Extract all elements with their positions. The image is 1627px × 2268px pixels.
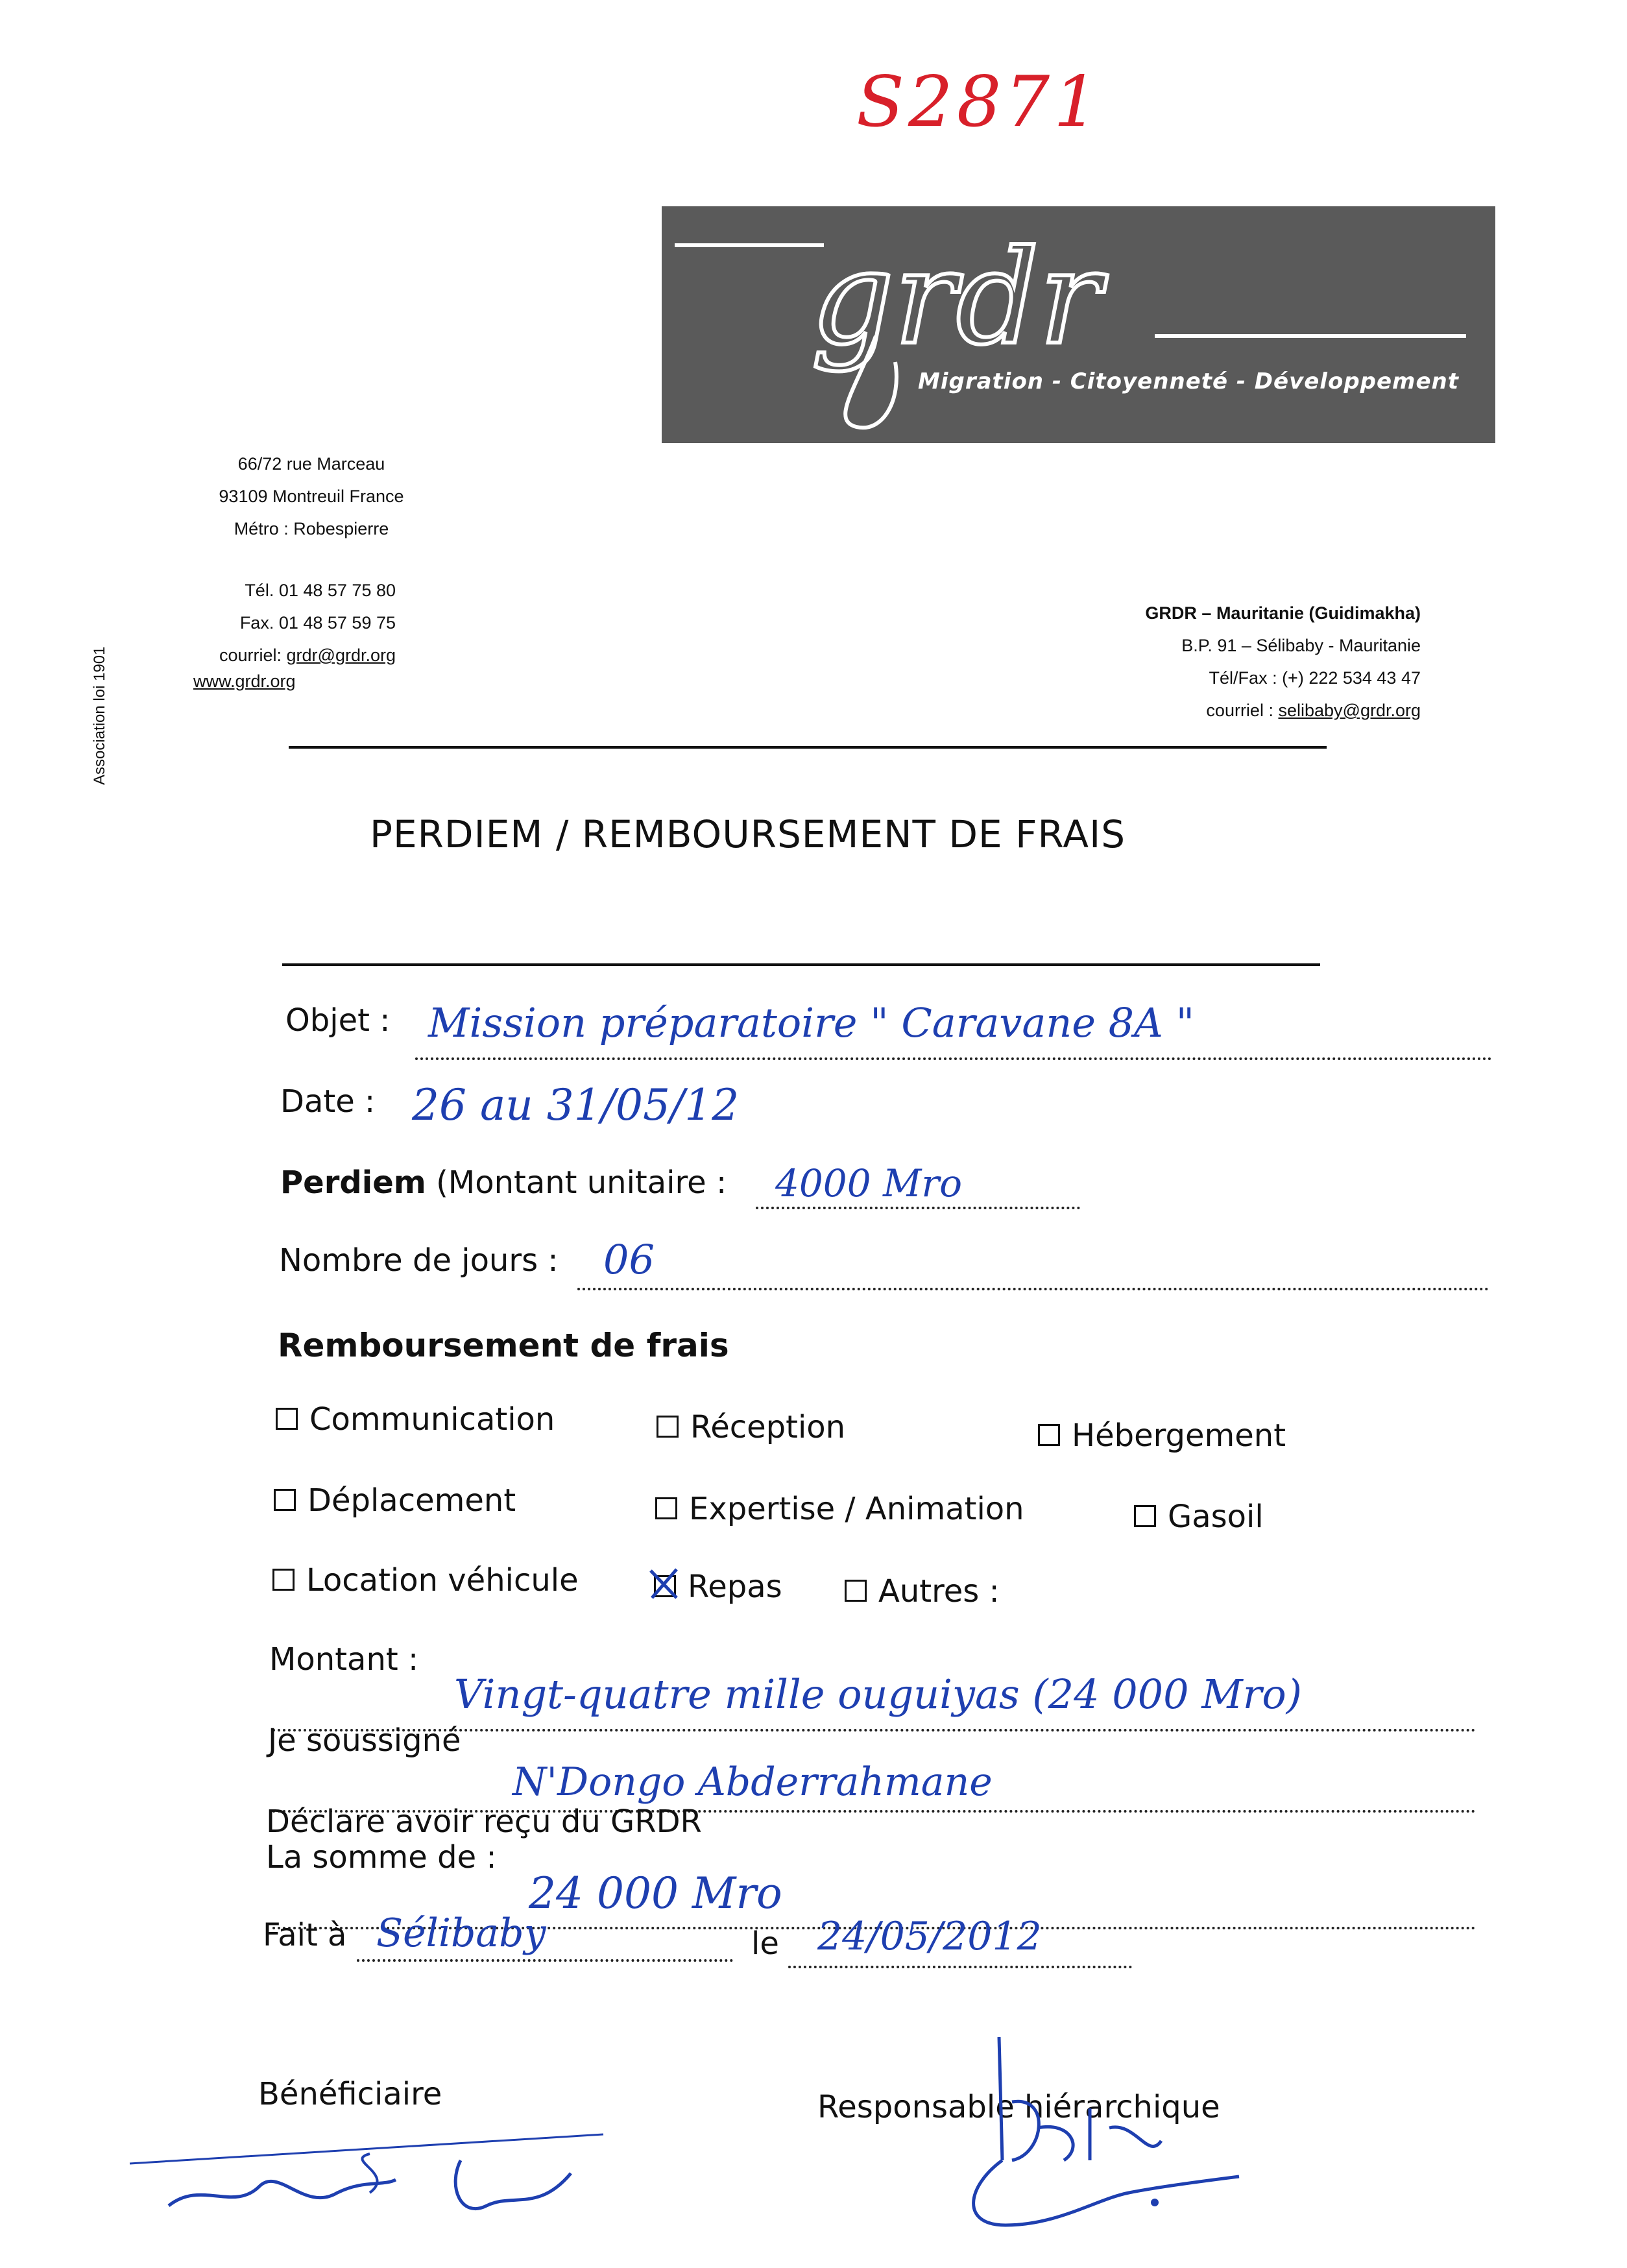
logo-tagline: Migration - Citoyenneté - Développement [918,368,1459,394]
document-reference-number: S2871 [856,62,1102,143]
checkbox-square[interactable] [276,1408,298,1430]
place-label: Fait à [263,1917,347,1953]
checkbox-square[interactable] [845,1580,867,1602]
checkbox-square-checked[interactable] [654,1575,676,1597]
office-email-line [1044,694,1421,727]
grdr-wordmark-graphic [662,206,1495,443]
checkbox-label: Gasoil [1168,1499,1264,1535]
checkbox-deplacement[interactable] [274,1482,516,1519]
website-link[interactable]: www.grdr.org [193,671,296,691]
checkbox-label: Repas [688,1569,782,1605]
checkbox-square[interactable] [274,1489,296,1511]
checkbox-square[interactable] [1134,1505,1156,1527]
checkbox-reception[interactable] [657,1409,845,1445]
checkbox-location-vehicule[interactable] [272,1562,579,1598]
place-value[interactable]: Sélibaby [376,1911,546,1956]
office-name: GRDR – Mauritanie (Guidimakha) [1145,603,1421,623]
beneficiary-label: Bénéficiaire [258,2076,442,2112]
checkbox-gasoil[interactable] [1134,1499,1264,1535]
svg-text:grdr: grdr [811,223,1102,374]
reimbursement-heading: Remboursement de frais [278,1327,729,1364]
perdiem-label [280,1164,727,1201]
objet-line [415,1057,1492,1060]
address-city: 93109 Montreuil France [219,487,404,506]
contact-email-label: courriel: [219,645,282,665]
amount-label: Montant : [269,1641,419,1678]
sender-contact [182,574,396,671]
perdiem-line [756,1207,1080,1209]
amount-value[interactable]: Vingt-quatre mille ouguiyas (24 000 Mro) [454,1671,1302,1718]
association-note: Association loi 1901 [91,646,108,785]
address-metro: Métro : Robespierre [234,519,389,538]
place-line [357,1959,733,1962]
days-label: Nombre de jours : [279,1242,559,1279]
date-value[interactable]: 26 au 31/05/12 [412,1080,740,1130]
days-line [577,1288,1489,1290]
title-bottom-rule [282,963,1320,966]
checkbox-label: Communication [309,1401,555,1438]
supervisor-signature [941,2031,1252,2245]
undersigned-value[interactable]: N'Dongo Abderrahmane [512,1759,993,1805]
check-mark-icon [648,1568,681,1600]
checkbox-label: Expertise / Animation [689,1491,1024,1527]
undersigned-label: Je soussigné [268,1722,461,1759]
checkbox-label: Autres : [878,1573,1000,1610]
sum-value[interactable]: 24 000 Mro [529,1868,782,1918]
days-value[interactable]: 06 [603,1236,655,1283]
beneficiary-signature [123,2115,616,2232]
checkbox-label: Location véhicule [306,1562,579,1598]
local-office-address [1044,597,1421,727]
checkbox-hebergement[interactable] [1038,1418,1286,1454]
date-label: Date : [280,1083,376,1120]
checkbox-square[interactable] [655,1497,677,1519]
form-title: PERDIEM / REMBOURSEMENT DE FRAIS [370,812,1126,856]
checkbox-label: Réception [690,1409,846,1445]
checkbox-repas[interactable] [654,1569,782,1605]
contact-tel: Tél. 01 48 57 75 80 [245,581,396,600]
date-signed-value[interactable]: 24/05/2012 [817,1914,1042,1959]
perdiem-value[interactable]: 4000 Mro [775,1161,963,1205]
date-signed-label: le [751,1925,779,1962]
perdiem-label-rest: (Montant unitaire : [436,1164,727,1201]
checkbox-label: Déplacement [307,1482,516,1519]
office-email-link[interactable]: selibaby@grdr.org [1278,701,1421,720]
checkbox-square[interactable] [1038,1424,1060,1446]
perdiem-label-bold: Perdiem [280,1164,426,1201]
office-telfax: Tél/Fax : (+) 222 534 43 47 [1209,668,1421,688]
checkbox-square[interactable] [272,1569,295,1591]
sender-address [175,448,448,545]
objet-value[interactable]: Mission préparatoire " Caravane 8A " [428,999,1195,1046]
address-street: 66/72 rue Marceau [237,454,385,474]
date-signed-line [788,1966,1132,1968]
objet-label: Objet : [285,1002,391,1039]
declaration-label: Déclare avoir reçu du GRDR [266,1804,702,1840]
checkbox-square[interactable] [657,1416,679,1438]
office-email-label: courriel : [1206,701,1273,720]
checkbox-communication[interactable] [276,1401,555,1438]
supervisor-label: Responsable hiérarchique [817,2089,1220,2125]
contact-email-line [182,639,396,671]
office-po-box: B.P. 91 – Sélibaby - Mauritanie [1181,636,1421,655]
checkbox-expertise-animation[interactable] [655,1491,1024,1527]
title-top-rule [289,746,1327,749]
sum-label: La somme de : [266,1839,497,1876]
contact-fax: Fax. 01 48 57 59 75 [239,613,396,633]
checkbox-autres[interactable] [845,1573,1000,1610]
contact-email-link[interactable]: grdr@grdr.org [286,645,396,665]
grdr-logo [662,206,1495,443]
checkbox-label: Hébergement [1072,1418,1286,1454]
